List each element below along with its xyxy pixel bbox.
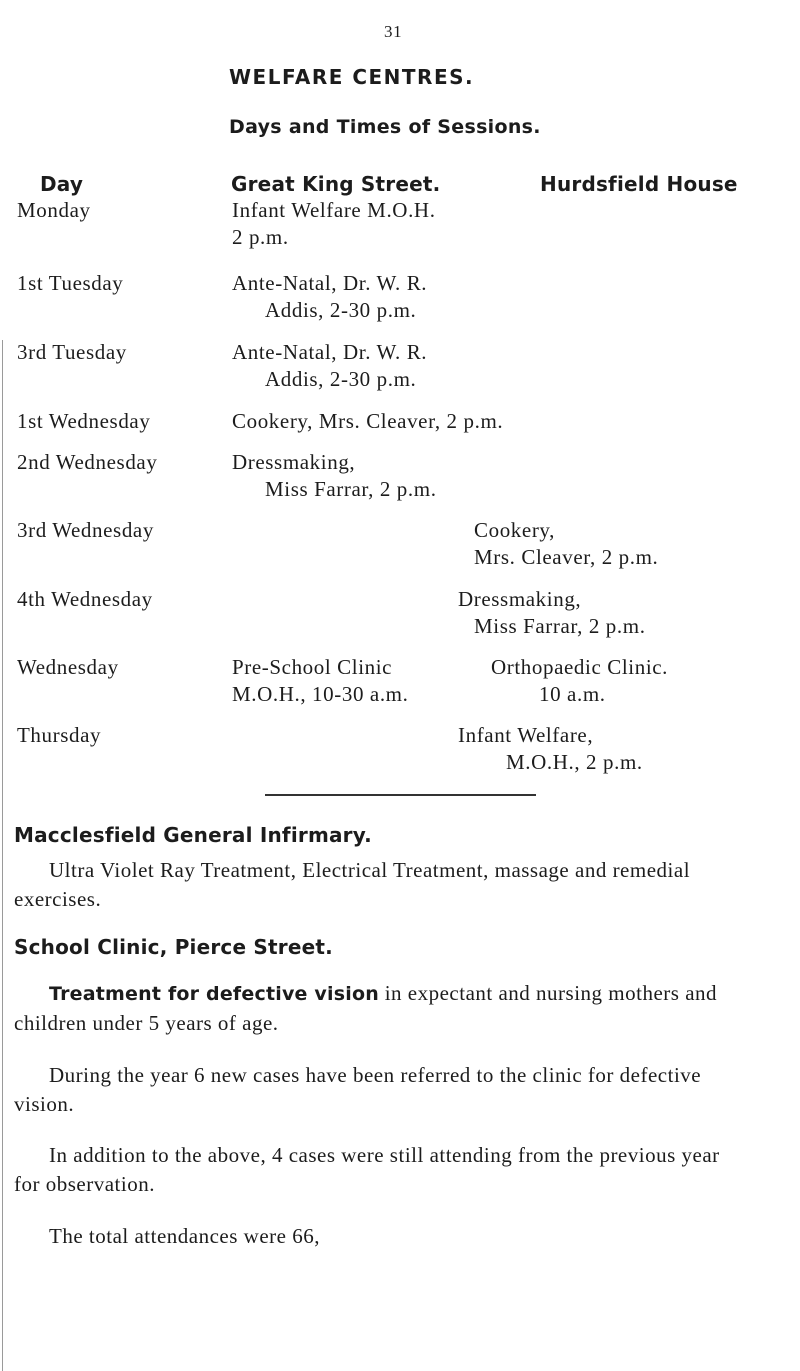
wed-hurdsfield-line2: 10 a.m.: [539, 682, 606, 706]
thu-hurdsfield-line1: Infant Welfare,: [458, 723, 594, 747]
wed2-great-king-line2: Miss Farrar, 2 p.m.: [265, 477, 437, 501]
day-monday: Monday: [17, 198, 91, 222]
monday-great-king-line2: 2 p.m.: [232, 225, 289, 249]
school-clinic-paragraph-1: [14, 979, 734, 1038]
tue3-great-king-line2: Addis, 2-30 p.m.: [265, 367, 417, 391]
column-header-hurdsfield-house: Hurdsfield House: [540, 172, 738, 196]
column-header-great-king-street: Great King Street.: [231, 172, 441, 196]
day-wednesday: Wednesday: [17, 655, 119, 679]
wed-great-king-line2: M.O.H., 10-30 a.m.: [232, 682, 409, 706]
day-3rd-wednesday: 3rd Wednesday: [17, 518, 154, 542]
school-clinic-paragraph-1-text: in expectant and nursing mothers and children under 5 years of age.: [14, 981, 718, 1035]
monday-great-king-line1: Infant Welfare M.O.H.: [232, 198, 436, 222]
page-edge-line: [2, 340, 3, 1371]
page-number: 31: [384, 22, 403, 41]
school-clinic-paragraph-3: In addition to the above, 4 cases were still attending from the previous year for observation.: [14, 1143, 720, 1196]
page-subtitle: Days and Times of Sessions.: [229, 116, 541, 138]
day-2nd-wednesday: 2nd Wednesday: [17, 450, 158, 474]
day-thursday: Thursday: [17, 723, 102, 747]
tue1-great-king-line2: Addis, 2-30 p.m.: [265, 298, 417, 322]
school-clinic-paragraph-4: The total attendances were 66,: [49, 1224, 320, 1248]
day-1st-tuesday: 1st Tuesday: [17, 271, 124, 295]
school-clinic-paragraph-2: During the year 6 new cases have been referred to the clinic for defective vision.: [14, 1063, 702, 1116]
page-title: WELFARE CENTRES.: [229, 65, 475, 89]
infirmary-heading: Macclesfield General Infirmary.: [14, 823, 372, 847]
tue3-great-king-line1: Ante-Natal, Dr. W. R.: [232, 340, 428, 364]
day-4th-wednesday: 4th Wednesday: [17, 587, 153, 611]
wed4-hurdsfield-line1: Dressmaking,: [458, 587, 582, 611]
tue1-great-king-line1: Ante-Natal, Dr. W. R.: [232, 271, 428, 295]
wed1-great-king-line1: Cookery, Mrs. Cleaver, 2 p.m.: [232, 409, 504, 433]
infirmary-paragraph: Ultra Violet Ray Treatment, Electrical Treatment, massage and remedial exercises.: [14, 858, 691, 911]
wed-great-king-line1: Pre-School Clinic: [232, 655, 393, 679]
wed2-great-king-line1: Dressmaking,: [232, 450, 356, 474]
section-divider: [265, 794, 536, 796]
wed-hurdsfield-line1: Orthopaedic Clinic.: [491, 655, 669, 679]
wed4-hurdsfield-line2: Miss Farrar, 2 p.m.: [474, 614, 646, 638]
wed3-hurdsfield-line1: Cookery,: [474, 518, 556, 542]
day-3rd-tuesday: 3rd Tuesday: [17, 340, 127, 364]
thu-hurdsfield-line2: M.O.H., 2 p.m.: [506, 750, 643, 774]
school-clinic-heading: School Clinic, Pierce Street.: [14, 935, 333, 959]
wed3-hurdsfield-line2: Mrs. Cleaver, 2 p.m.: [474, 545, 659, 569]
day-1st-wednesday: 1st Wednesday: [17, 409, 151, 433]
defective-vision-lead: Treatment for defective vision: [49, 983, 379, 1005]
column-header-day: Day: [40, 172, 84, 196]
